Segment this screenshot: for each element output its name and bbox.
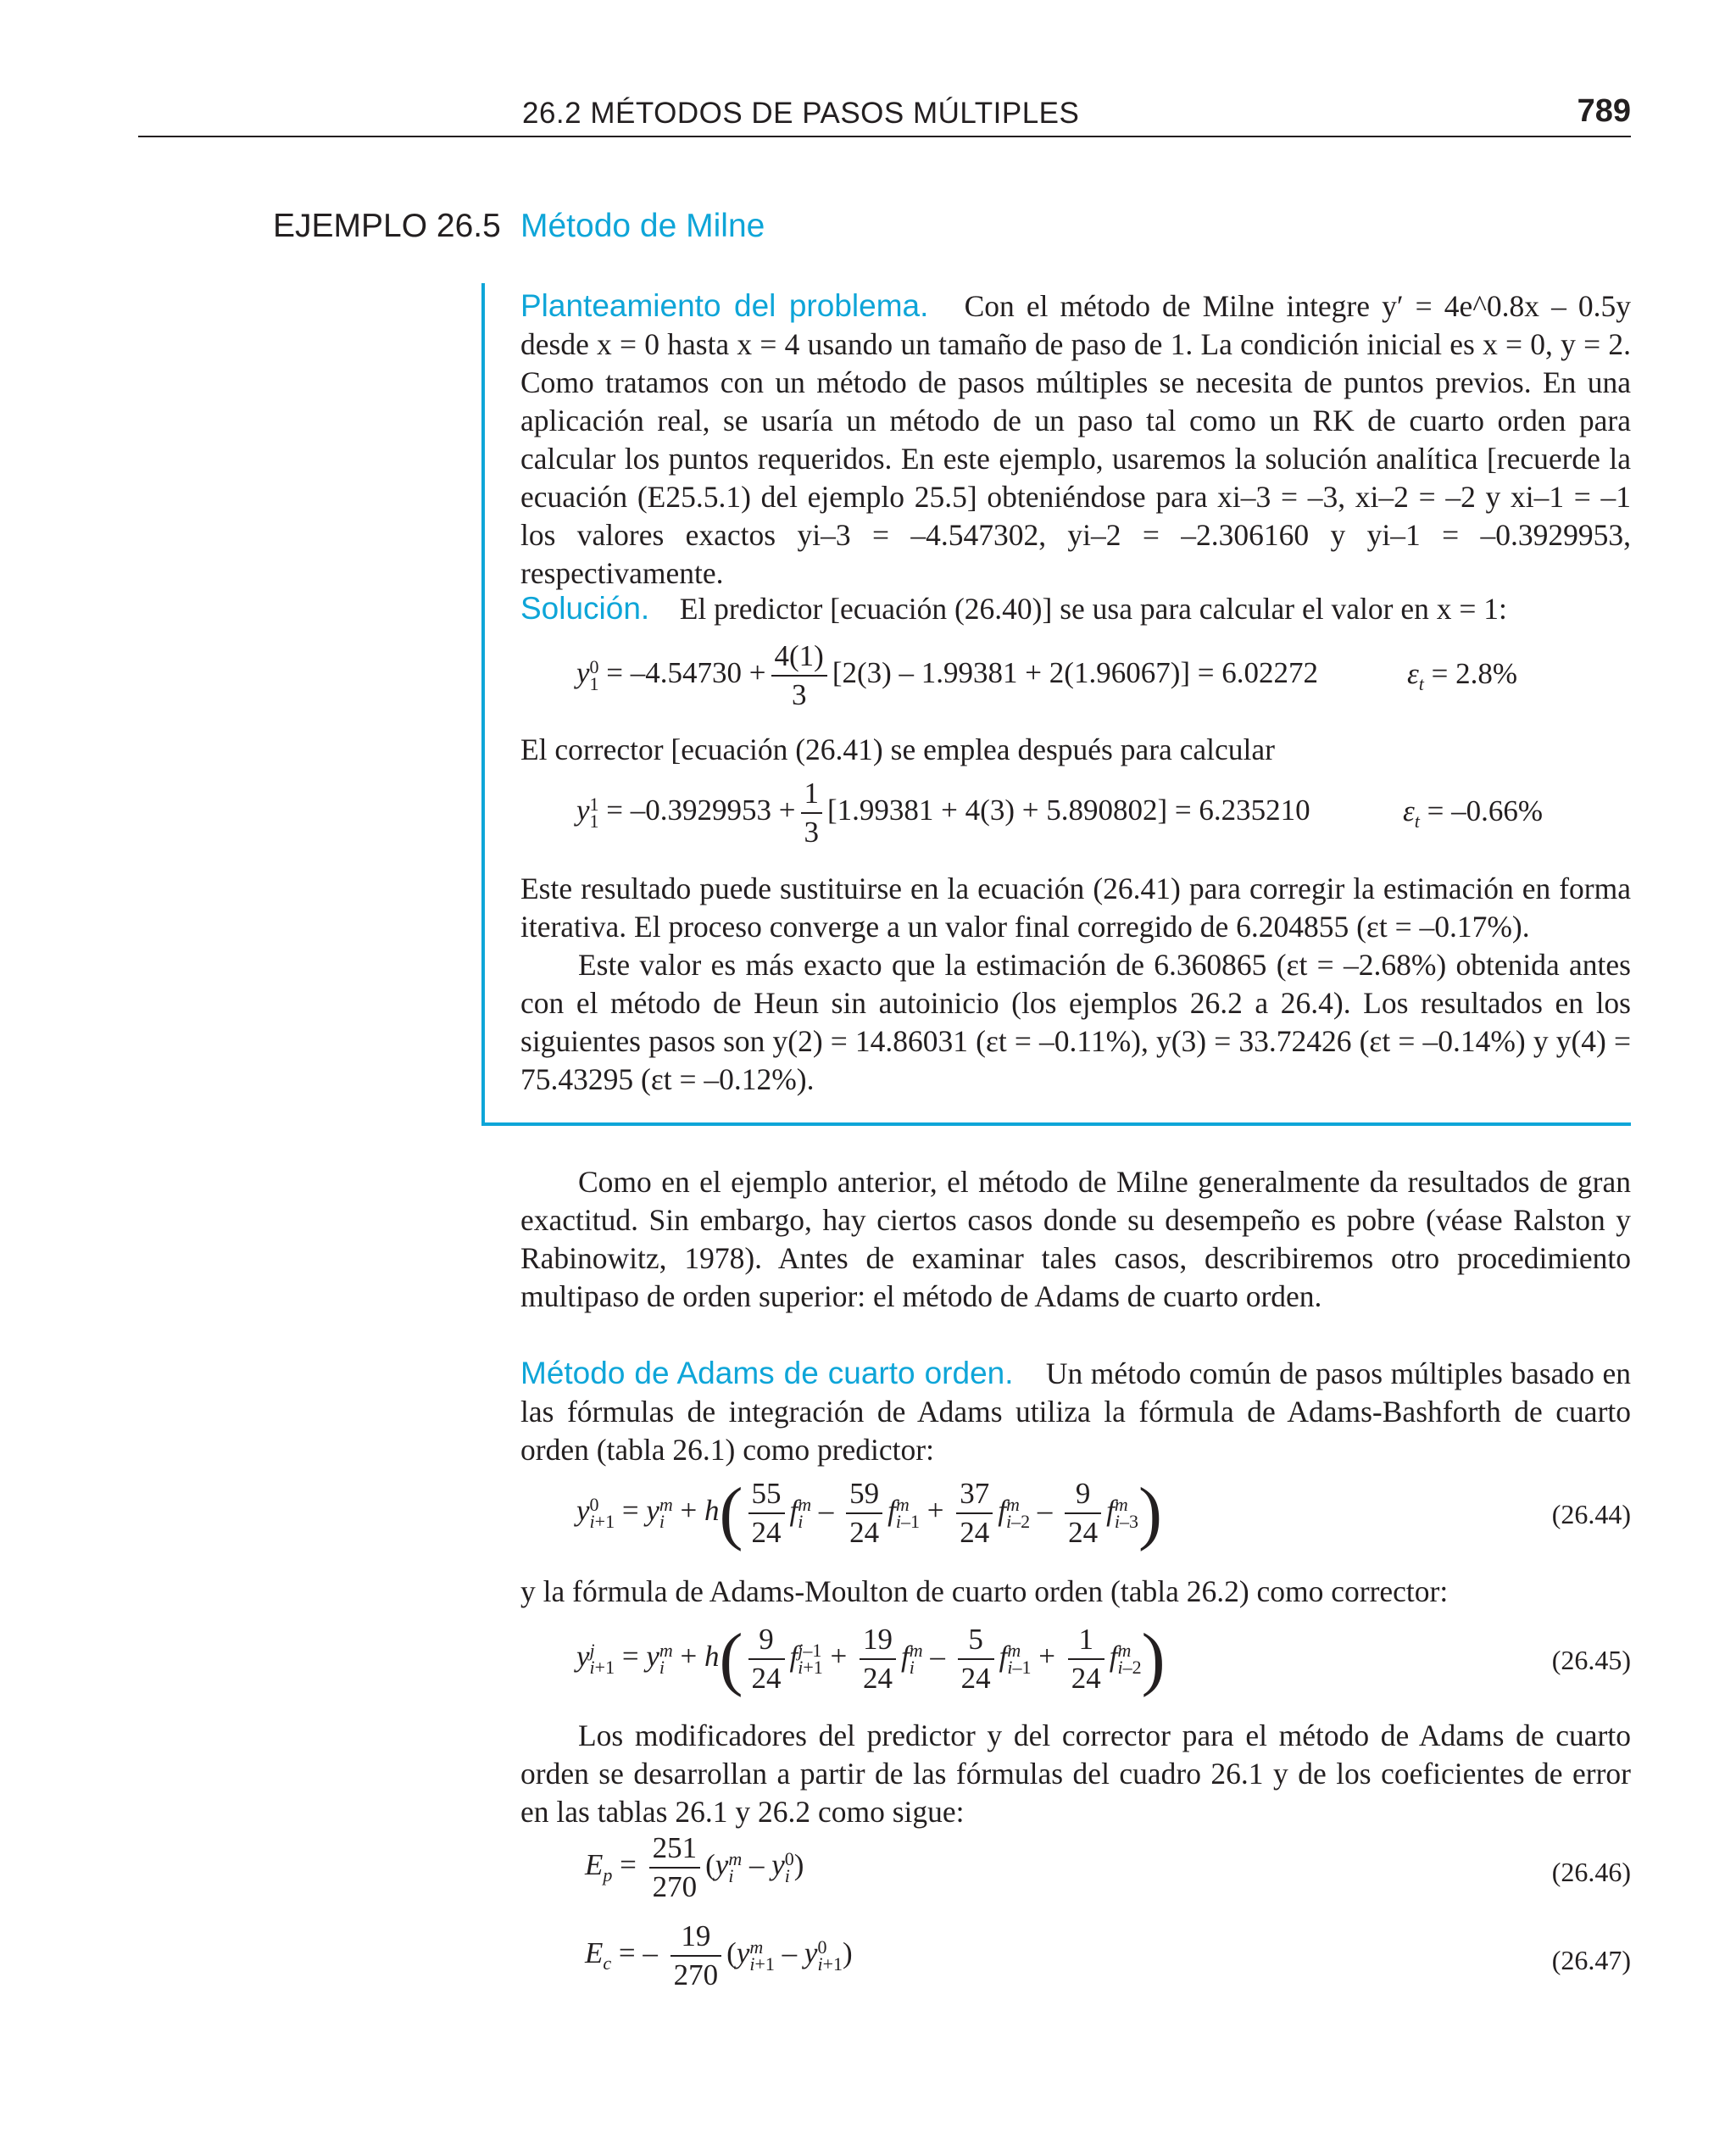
eq1-sup: 0	[589, 656, 599, 677]
eq46-den: 270	[652, 1870, 698, 1903]
corrector-equation	[576, 775, 1310, 851]
solution-intro: El predictor [ecuación (26.40)] se usa para calcular el valor en x = 1:	[679, 592, 1507, 626]
predictor-modifier-equation: $E_p$ = $\frac{251}{270}$ (y m i – y 0 i )	[585, 1830, 804, 1906]
eq46-num: 251	[649, 1830, 701, 1869]
equation-number-26-45: (26.45)	[1551, 1645, 1631, 1675]
adams-heading: Método de Adams de cuarto orden.	[520, 1356, 1014, 1390]
solution-paragraph	[520, 589, 1631, 628]
eq2-sup: 1	[589, 794, 599, 815]
example-box-left-border	[481, 283, 485, 1126]
result-paragraph-2: Este valor es más exacto que la estimación de 6.360865 (εt = –2.68%) obtenida antes con el método de Heun sin autoinicio (los ejemplos 26.2 a 26.4). Los resultados en los siguientes pasos son y(2) = 14.86031 (εt = –0.11%), y(3) = 33.72426 (εt = –0.14%) y y(4) = 75.43295 (εt = –0.12%).	[520, 948, 1631, 1096]
eq1-epsilon: ε	[1407, 657, 1419, 690]
equation-number-26-46: (26.46)	[1551, 1857, 1631, 1887]
eq1-num: 4(1)	[771, 638, 827, 677]
eq45-c1-den: 24	[751, 1662, 782, 1695]
eq44-c2-den: 24	[849, 1516, 880, 1549]
problem-heading: Planteamiento del problema.	[520, 288, 929, 323]
eq2-fraction	[801, 775, 823, 851]
eq44-c3-den: 24	[960, 1516, 990, 1549]
eq2-error-value: = –0.66%	[1427, 794, 1544, 827]
example-label: EJEMPLO 26.5	[273, 208, 501, 244]
eq47-num: 19	[670, 1918, 722, 1957]
eq1-den: 3	[791, 678, 807, 711]
eq44-c3-num: 37	[956, 1475, 993, 1514]
body-paragraph-milne: Como en el ejemplo anterior, el método de Milne generalmente da resultados de gran exactitud. Sin embargo, hay ciertos casos donde su desempeño es pobre (véase Ralston y Rabinowitz, 1978). Antes de examinar tales casos, describiremos otro procedimiento multipaso de orden superior: el método de Adams de cuarto orden.	[520, 1165, 1631, 1313]
eq44-c4-den: 24	[1068, 1516, 1099, 1549]
adams-bashforth-predictor: y 0 i+1 = y m i + h( $\frac{55}{24}$ f m i – $\frac{59}{24}$ f m i–1 + $\frac{37}{24}$ f m i–2 – $\frac{9}{24}$ f m i–3 )	[576, 1473, 1162, 1552]
corrector-error	[1403, 794, 1543, 833]
eq1-lhs: y	[576, 656, 590, 690]
header-rule	[138, 136, 1631, 137]
eq1-part-b: [2(3) – 1.99381 + 2(1.96067)] = 6.02272	[832, 656, 1319, 690]
eq45-c3-den: 24	[960, 1662, 991, 1695]
eq2-part-b: [1.99381 + 4(3) + 5.890802] = 6.235210	[827, 794, 1310, 827]
eq1-fraction	[771, 638, 827, 714]
problem-statement	[520, 287, 1631, 593]
equation-number-26-44: (26.44)	[1551, 1499, 1631, 1529]
eq45-c1-num: 9	[748, 1621, 785, 1660]
equation-number-26-47: (26.47)	[1551, 1945, 1631, 1975]
page-number: 789	[1577, 93, 1631, 129]
predictor-equation	[576, 638, 1318, 714]
solution-heading: Solución.	[520, 591, 650, 626]
eq2-epsilon-sub: t	[1414, 810, 1420, 832]
example-title: Método de Milne	[520, 208, 765, 244]
predictor-error	[1407, 657, 1517, 695]
eq2-epsilon: ε	[1403, 794, 1415, 827]
eq44-c1-num: 55	[748, 1475, 785, 1514]
eq2-num: 1	[801, 775, 823, 814]
eq45-c4-den: 24	[1071, 1662, 1101, 1695]
eq1-epsilon-sub: t	[1418, 673, 1424, 694]
eq2-lhs: y	[576, 794, 590, 827]
adams-paragraph	[520, 1354, 1631, 1469]
corrector-intro: El corrector [ecuación (26.41) se emplea después para calcular	[520, 732, 1275, 766]
eq45-c3-num: 5	[958, 1621, 994, 1660]
eq1-sub: 1	[589, 673, 599, 694]
eq44-c2-num: 59	[846, 1475, 882, 1514]
eq45-c4-num: 1	[1068, 1621, 1104, 1660]
adams-moulton-corrector: y j i+1 = y m i + h( $\frac{9}{24}$ f j–1 i+1 + $\frac{19}{24}$ f m i – $\frac{5}{24}$ f m i–1 + $\frac{1}{24}$ f m i–2 )	[576, 1619, 1166, 1698]
eq44-c4-num: 9	[1065, 1475, 1101, 1514]
eq1-part-a: = –4.54730 +	[606, 656, 766, 690]
adams-text: Un método común de pasos múltiples basado en las fórmulas de integración de Adams utiliza la fórmula de Adams-Bashforth de cuarto orden (tabla 26.1) como predictor:	[520, 1356, 1632, 1467]
eq1-error-value: = 2.8%	[1431, 657, 1518, 690]
eq45-c2-num: 19	[860, 1621, 896, 1660]
modifiers-paragraph: Los modificadores del predictor y del corrector para el método de Adams de cuarto orden se desarrollan a partir de las fórmulas del cuadro 26.1 y de los coeficientes de error en las tablas 26.1 y 26.2 como sigue:	[520, 1718, 1631, 1829]
eq2-part-a: = –0.3929953 +	[606, 794, 796, 827]
corrector-formula-intro: y la fórmula de Adams-Moulton de cuarto orden (tabla 26.2) como corrector:	[520, 1574, 1449, 1608]
example-box-bottom-border	[481, 1122, 1631, 1126]
eq2-sub: 1	[589, 810, 599, 832]
result-paragraph-1: Este resultado puede sustituirse en la ecuación (26.41) para corregir la estimación en forma iterativa. El proceso converge a un valor final corregido de 6.204855 (εt = –0.17%).	[520, 872, 1631, 944]
eq44-c1-den: 24	[751, 1516, 782, 1549]
problem-text: Con el método de Milne integre y′ = 4e^0.8x – 0.5y desde x = 0 hasta x = 4 usando un tamaño de paso de 1. La condición inicial es x = 0, y = 2. Como tratamos con un método de pasos múltiples se necesita de puntos previos. En una aplicación real, se usaría un método de un paso tal como un RK de cuarto orden para calcular los puntos requeridos. En este ejemplo, usaremos la solución analítica [recuerde la ecuación (E25.5.1) del ejemplo 25.5] obteniéndose para xi–3 = –3, xi–2 = –2 y xi–1 = –1 los valores exactos yi–3 = –4.547302, yi–2 = –2.306160 y yi–1 = –0.3929953, respectivamente.	[520, 289, 1632, 590]
eq45-c2-den: 24	[863, 1662, 893, 1695]
eq47-den: 270	[673, 1958, 719, 1991]
eq2-den: 3	[804, 816, 820, 849]
corrector-modifier-equation: $E_c$ = – $\frac{19}{270}$ (y m i+1 – y 0 i+1 )	[585, 1918, 853, 1994]
running-head: 26.2 MÉTODOS DE PASOS MÚLTIPLES	[522, 97, 1080, 130]
